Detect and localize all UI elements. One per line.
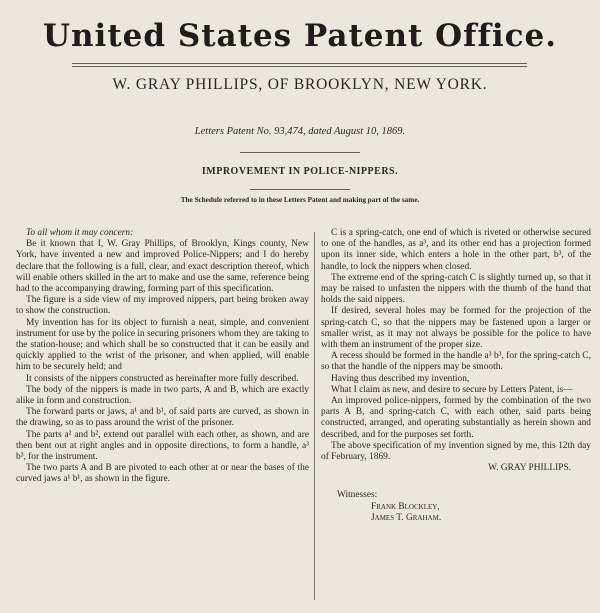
paragraph: My invention has for its object to furnish a neat, simple, and convenient instrument for use by the police in securing prisoners whom they are taking to the station-house; and which shall be so constructed that it can be easily and quickly applied to the wrist of the prisoner, and when applied, will enable him to be securely held; and xyxy=(16,317,309,373)
paragraph: The forward parts or jaws, a¹ and b¹, of said parts are curved, as shown in the drawing, so as to pass around the wrist of the prisoner. xyxy=(16,407,309,429)
paragraph: The extreme end of the spring-catch C is slightly turned up, so that it may be raised to unfasten the nippers with the thumb of the hand that holds the said nippers. xyxy=(321,272,591,306)
paragraph: An improved police-nippers, formed by the combination of the two parts A B, and spring-catch C, with each other, said parts being constructed, arranged, and operating substantially as herein shown and described, and for the purposes set forth. xyxy=(321,396,591,440)
paragraph: It consists of the nippers constructed as hereinafter more fully described. xyxy=(26,373,299,384)
paragraph: What I claim as new, and desire to secure by Letters Patent, is— xyxy=(331,384,573,395)
paragraph: The above specification of my invention signed by me, this 12th day of February, 1869. xyxy=(321,440,591,463)
masthead-rule-lower xyxy=(72,66,527,67)
schedule-line: The Schedule referred to in these Letters Patent and making part of the same. xyxy=(180,196,420,204)
patentee-line: W. GRAY PHILLIPS, OF BROOKLYN, NEW YORK. xyxy=(112,76,488,93)
left-column xyxy=(16,228,309,486)
salutation: To all whom it may concern: xyxy=(26,228,134,238)
paragraph: C is a spring-catch, one end of which is riveted or otherwise secured to one of the handles, as a³, and its other end has a projection formed upon its inner side, which enters a hole in the other part, b³, of the handle, to lock the nippers when closed. xyxy=(321,228,591,272)
signature: W. GRAY PHILLIPS. xyxy=(488,463,571,474)
paragraph: The two parts A and B are pivoted to each other at or near the bases of the curved jaws a¹ b¹, as shown in the figure. xyxy=(16,463,309,485)
title-rule-bottom xyxy=(250,189,350,190)
masthead-rule xyxy=(72,63,527,64)
witness-name: James T. Graham. xyxy=(371,512,442,523)
title-rule-top xyxy=(240,152,360,153)
paragraph: The figure is a side view of my improved nippers, part being broken away to show the construction. xyxy=(16,295,309,317)
paragraph: If desired, several holes may be formed for the projection of the spring-catch C, so that the nippers may be fastened upon a larger or smaller wrist, as it may not always be possible for the police to have with them an instrument of the proper size. xyxy=(321,306,591,351)
witnesses-block xyxy=(321,490,591,524)
paragraph: Be it known that I, W. Gray Phillips, of Brooklyn, Kings county, New York, have invented a new and improved Police-Nippers; and I do hereby declare that the following is a full, clear, and exact description thereof, which will enable others skilled in the art to make and use the same, reference being had to the accompanying drawing, forming part of this specification. xyxy=(16,239,309,295)
right-column xyxy=(321,228,591,524)
paragraph: A recess should be formed in the handle a³ b³, for the spring-catch C, so that the handle of the nippers may be smooth. xyxy=(321,351,591,373)
paragraph: Having thus described my invention, xyxy=(331,373,470,384)
column-divider xyxy=(314,232,315,600)
witnesses-label: Witnesses: xyxy=(337,490,378,501)
office-masthead: United States Patent Office. xyxy=(42,18,558,54)
patent-title: IMPROVEMENT IN POLICE-NIPPERS. xyxy=(201,166,399,177)
paragraph: The body of the nippers is made in two parts, A and B, which are exactly alike in form and construction. xyxy=(16,384,309,407)
paragraph: The parts a² and b², extend out parallel with each other, as shown, and are then bent out at right angles and in opposite directions, to form a handle, a³ b³, for the instrument. xyxy=(16,429,309,463)
witness-name: Frank Blockley, xyxy=(371,501,440,512)
letters-patent-line: Letters Patent No. 93,474, dated August 10, 1869. xyxy=(194,126,406,137)
